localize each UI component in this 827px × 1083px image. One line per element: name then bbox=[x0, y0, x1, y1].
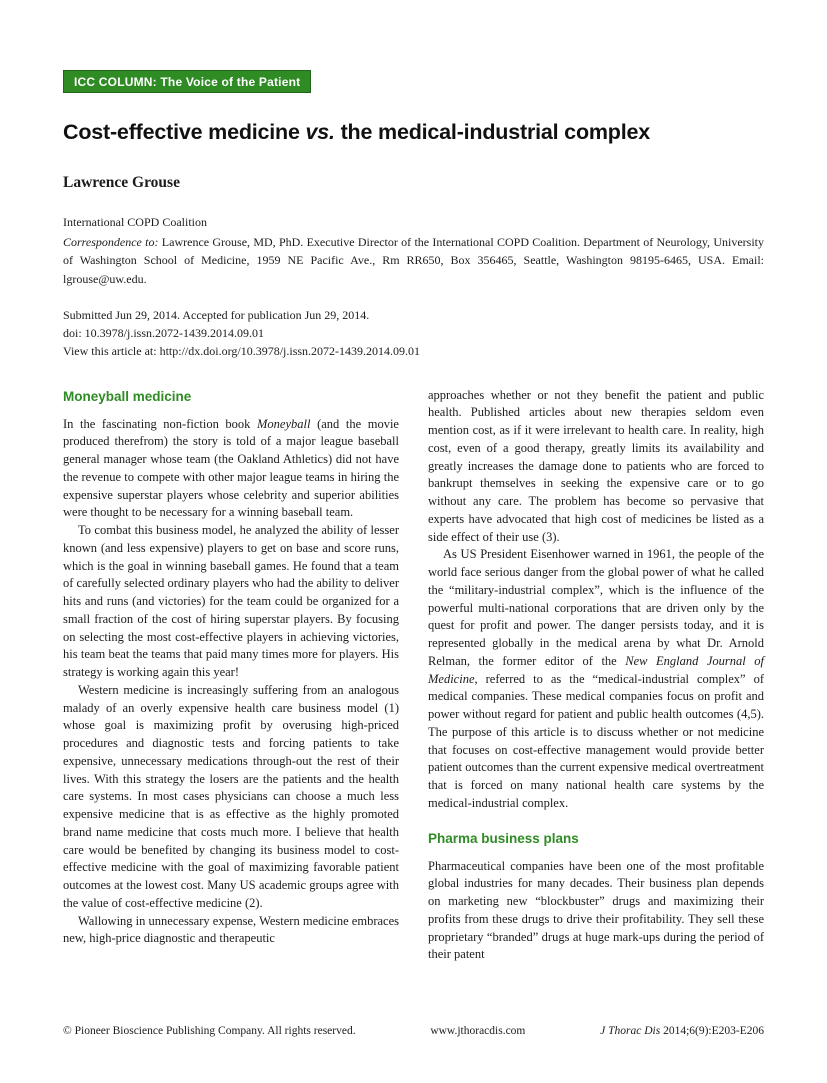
doi-line: doi: 10.3978/j.issn.2072-1439.2014.09.01 bbox=[63, 325, 265, 340]
column-banner bbox=[63, 70, 311, 93]
footer-citation-rest: 2014;6(9):E203-E206 bbox=[660, 1025, 764, 1038]
author-name: Lawrence Grouse bbox=[63, 173, 180, 191]
section-heading-moneyball: Moneyball medicine bbox=[63, 388, 192, 404]
footer-citation bbox=[600, 1024, 764, 1039]
column-left bbox=[63, 387, 399, 965]
paragraph-moneyball-2: To combat this business model, he analyzed the ability of lesser known (and less expensive) players to get on base and score runs, which is the goal in winning baseball games. He found that a team of carefully selected ordinary players who had the ability to deliver hits and runs (and victories) for the team could be organized for a small fraction of the cost of hiring superstar players. By focusing on selecting the most cost-effective players in achieving victories, his team beat the teams that paid many times more for players. His strategy is working again this year! bbox=[63, 523, 399, 680]
paragraph-moneyball-4: Wallowing in unnecessary expense, Western medicine embraces new, high-price diagnostic and therapeutic bbox=[63, 913, 399, 946]
paragraph-moneyball-1 bbox=[63, 416, 399, 523]
paragraph-text: (and the movie produced therefrom) the story is told of a major league baseball general manager whose team (the Oakland Athletics) did not have the revenue to compete with other major league teams in hiring the expensive superstar players whose celebrity and superior abilities were thought to be necessary for a winning baseball team. bbox=[63, 416, 399, 520]
view-article-line bbox=[63, 342, 764, 360]
paragraph-pharma-1: Pharmaceutical companies have been one of the most profitable global industries for many decades. Their business plan depends on marketing new “blockbuster” drugs and maximizing their profits from these drugs to drive their profitability. They sell these proprietary “branded” drugs at huge mark-ups during the period of their patent bbox=[428, 858, 764, 962]
correspondence-block bbox=[63, 233, 764, 289]
footer-citation-journal: J Thorac Dis bbox=[600, 1025, 661, 1038]
view-article-label: View this article at: bbox=[63, 343, 160, 358]
footer-website-link[interactable]: www.jthoracdis.com bbox=[430, 1025, 526, 1038]
correspondence-text: Lawrence Grouse, MD, PhD. Executive Director of the International COPD Coalition. Department of Neurology, University of Washington School of Medicine, 1959 NE Pacific Ave., Rm RR650, Box 356465, Seattle, Washington 98195-6465, USA. Email: lgrouse@uw.edu. bbox=[63, 234, 764, 286]
paragraph-continuation: approaches whether or not they benefit the patient and public health. Published articles about new therapies seldom even mention cost, as if it were irrelevant to health care. In reality, high cost, even of a good therapy, greatly limits its availability and greatly increases the damage done to patients who are forced to bankrupt themselves in seeking the expensive care or to go without any care. The problem has become so pervasive that experts have advocated that high cost of medicines be listed as a side effect of their use (3). bbox=[428, 387, 764, 544]
column-right bbox=[428, 387, 764, 965]
book-title-italic: Moneyball bbox=[257, 416, 311, 431]
journal-name-italic: New England Journal of Medicine bbox=[428, 653, 764, 686]
title-text-pre: Cost-effective medicine bbox=[63, 120, 306, 144]
submitted-line: Submitted Jun 29, 2014. Accepted for publication Jun 29, 2014. bbox=[63, 307, 370, 322]
title-vs-italic: vs. bbox=[305, 120, 335, 144]
correspondence-label: Correspondence to: bbox=[63, 234, 159, 249]
paragraph-text: , referred to as the “medical-industrial complex” of medical companies. These medical companies focus on profit and power without regard for patient and public health outcomes (4,5). The purpose of this article is to discuss whether or not medicine that focuses on cost-effective management would provide better patient outcomes than the current expensive medical overtreatment that is forced on many national health care systems by the medical-industrial complex. bbox=[428, 671, 764, 810]
footer-copyright: © Pioneer Bioscience Publishing Company. All rights reserved. bbox=[63, 1025, 356, 1038]
paragraph-eisenhower bbox=[428, 546, 764, 812]
article-title bbox=[63, 120, 764, 146]
article-url-link[interactable]: http://dx.doi.org/10.3978/j.issn.2072-1439.2014.09.01 bbox=[159, 343, 421, 358]
title-text-post: the medical-industrial complex bbox=[334, 120, 651, 144]
affiliation: International COPD Coalition bbox=[63, 214, 207, 229]
banner-label: ICC COLUMN: The Voice of the Patient bbox=[74, 75, 301, 89]
submission-info bbox=[63, 306, 764, 360]
paragraph-text: As US President Eisenhower warned in 1961, the people of the world face serious danger from the global power of what he called the “military-industrial complex”, which is the influence of the powerful multi-national corporations that are driven only by the quest for profit and power. The danger persists today, and it is represented globally in the medical arena by what Dr. Arnold Relman, the former editor of the bbox=[428, 547, 764, 668]
article-body bbox=[63, 387, 764, 965]
section-heading-pharma: Pharma business plans bbox=[428, 830, 579, 846]
page-footer bbox=[63, 1024, 764, 1039]
paragraph-text: In the fascinating non-fiction book bbox=[63, 416, 258, 431]
paragraph-moneyball-3: Western medicine is increasingly suffering from an analogous malady of an overly expensive health care business model (1) whose goal is maximizing profit by overusing high-priced procedures and diagnostic tests and forcing patients to take expensive, unnecessary medications through-out the rest of their lives. With this strategy the losers are the patients and the health care systems. In most cases physicians can choose a much less expensive medicine that is as effective as the highly promoted brand name medicine that costs much more. I believe that health care would be benefited by changing its business model to cost-effective medicine with the goal of maximizing favorable patient outcomes at the lowest cost. Many US academic groups agree with the value of cost-effective medicine (2). bbox=[63, 682, 399, 910]
